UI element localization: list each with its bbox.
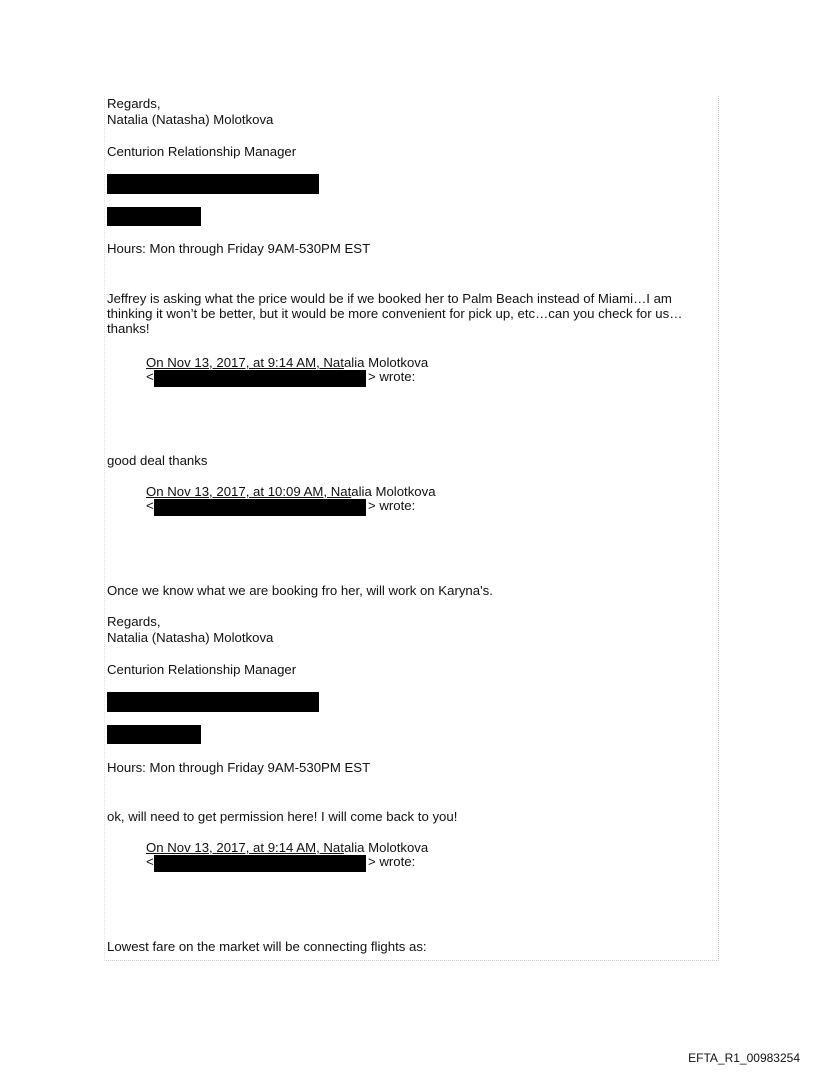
sig1-hours: Hours: Mon through Friday 9AM-530PM EST xyxy=(107,241,371,256)
redaction-bar xyxy=(107,174,319,194)
quote-wrote: > wrote: xyxy=(368,498,416,513)
quote-link[interactable]: On Nov 13, 2017, at 9:14 AM, Nat xyxy=(146,840,344,855)
message-lowest-fare: Lowest fare on the market will be connecting flights as: xyxy=(107,939,427,954)
quote-header-3: On Nov 13, 2017, at 9:14 AM, Natalia Molotkova < > wrote: xyxy=(146,841,428,870)
quote-lt: < xyxy=(146,854,154,869)
message-jeffrey: Jeffrey is asking what the price would be if we booked her to Palm Beach instead of Miami…I am thinking it won’t be better, but it would be more convenient for pick up, etc…can you check for us…thanks! xyxy=(107,291,683,336)
sig2-regards: Regards, xyxy=(107,614,161,629)
redaction-bar xyxy=(154,855,366,872)
message-ok: ok, will need to get permission here! I will come back to you! xyxy=(107,809,458,824)
redaction-bar xyxy=(154,370,366,387)
quote-link[interactable]: On Nov 13, 2017, at 9:14 AM, Nat xyxy=(146,355,344,370)
document-id: EFTA_R1_00983254 xyxy=(688,1051,800,1065)
redaction-bar xyxy=(107,692,319,712)
quote-lt: < xyxy=(146,498,154,513)
sig2-hours: Hours: Mon through Friday 9AM-530PM EST xyxy=(107,760,371,775)
quote-header-1: On Nov 13, 2017, at 9:14 AM, Natalia Molotkova < > wrote: xyxy=(146,356,428,385)
redaction-bar xyxy=(107,207,201,226)
sig1-name: Natalia (Natasha) Molotkova xyxy=(107,112,274,127)
message-good-deal: good deal thanks xyxy=(107,453,208,468)
sig1-title: Centurion Relationship Manager xyxy=(107,144,297,159)
redaction-bar xyxy=(154,499,366,516)
quote-link[interactable]: On Nov 13, 2017, at 10:09 AM, Nat xyxy=(146,484,352,499)
message-once: Once we know what we are booking fro her, will work on Karyna's. xyxy=(107,583,493,598)
sig2-title: Centurion Relationship Manager xyxy=(107,662,297,677)
quote-wrote: > wrote: xyxy=(368,369,416,384)
sig1-regards: Regards, xyxy=(107,96,161,111)
quote-header-2: On Nov 13, 2017, at 10:09 AM, Natalia Molotkova < > wrote: xyxy=(146,485,436,514)
quote-wrote: > wrote: xyxy=(368,854,416,869)
quote-lt: < xyxy=(146,369,154,384)
sig2-name: Natalia (Natasha) Molotkova xyxy=(107,630,274,645)
redaction-bar xyxy=(107,725,201,744)
